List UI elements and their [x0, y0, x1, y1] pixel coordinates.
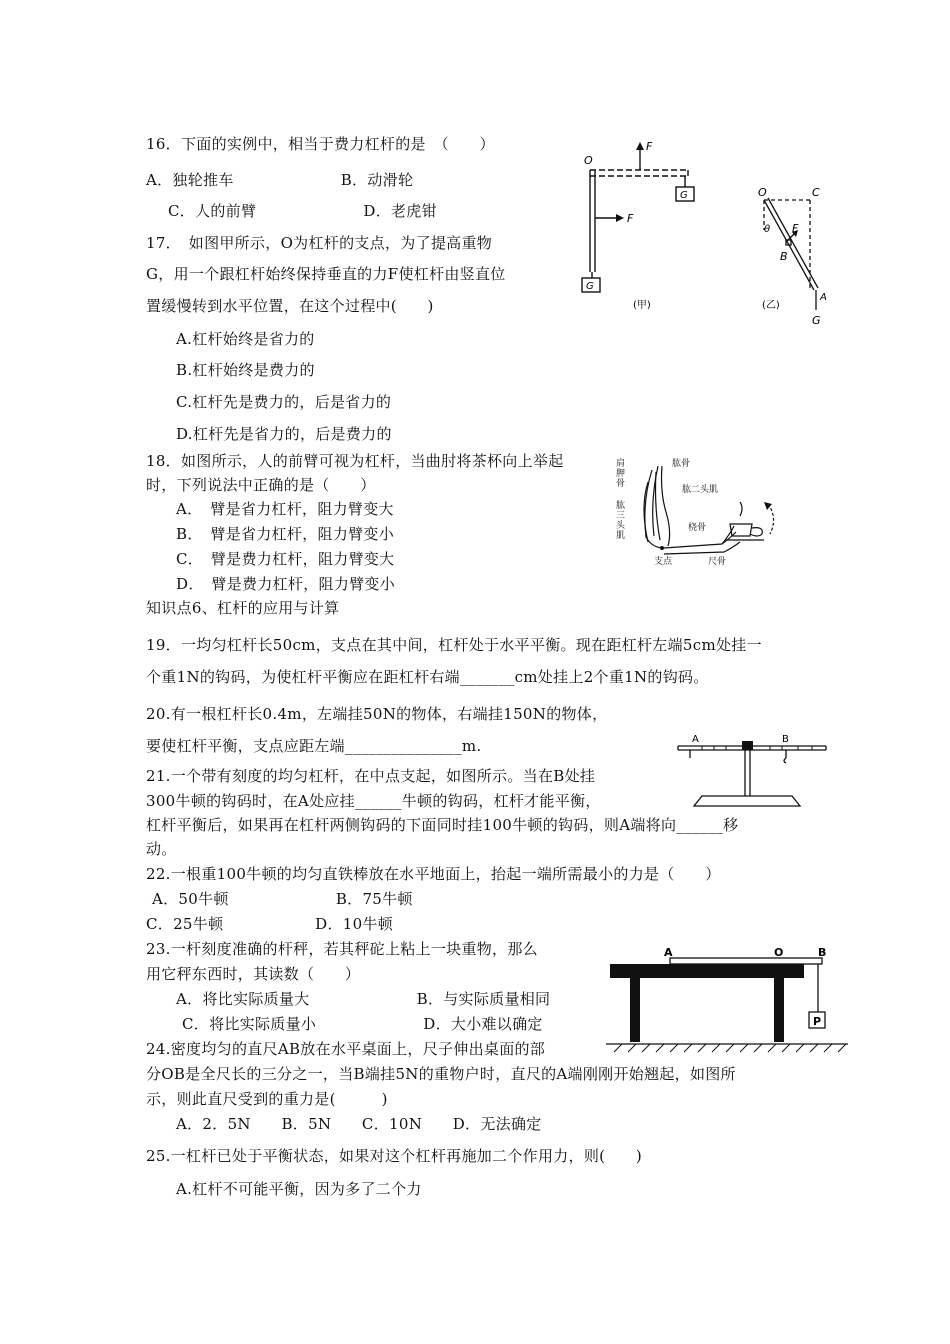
fig17-jia-label-f-top: F — [646, 140, 653, 153]
q24-stem-line2: 分OB是全尺长的三分之一，当B端挂5N的重物户时，直尺的A端刚刚开始翘起，如图所 — [146, 1065, 736, 1083]
fig18-label-ulna: 尺骨 — [708, 557, 727, 567]
fig17-yi-label-b: B — [780, 250, 788, 263]
q17-stem-line2: G，用一个跟杠杆始终保持垂直的力F使杠杆由竖直位 — [146, 265, 506, 283]
fig21-label-b: B — [782, 734, 789, 745]
q18-option-d: D． 臂是费力杠杆，阻力臂变小 — [176, 575, 396, 593]
fig18-label-scapula-3: 骨 — [616, 479, 626, 489]
q21-stem-line4: 动。 — [146, 840, 177, 858]
q23-options-ab: A．将比实际质量大 B．与实际质量相同 — [176, 990, 551, 1008]
fig18-label-radius: 桡骨 — [688, 523, 707, 533]
q24-options: A．2．5N B．5N C．10N D．无法确定 — [176, 1115, 542, 1133]
fig17-yi-label-c: C — [812, 186, 820, 199]
fig18-label-triceps-3: 头 — [616, 521, 626, 531]
figure-17-yi — [750, 180, 840, 330]
fig17-yi-label-theta: θ — [764, 224, 771, 235]
q18-stem-line1: 18．如图所示，人的前臂可视为杠杆，当曲肘将茶杯向上举起 — [146, 452, 564, 470]
fig17-jia-label-g-bottom: G — [586, 281, 594, 292]
q22-stem: 22.一根重100牛顿的均匀直铁棒放在水平地面上，抬起一端所需最小的力是（ ） — [146, 865, 721, 883]
fig18-label-triceps-2: 三 — [616, 511, 626, 521]
q19-stem-line2: 个重1N的钩码，为使杠杆平衡应在距杠杆右端_______cm处挂上2个重1N的钩码。 — [146, 668, 709, 686]
q23-stem-line2: 用它秤东西时，其读数（ ） — [146, 965, 361, 983]
fig17-jia-label-f-side: F — [627, 212, 634, 225]
q23-stem-line1: 23.一杆刻度准确的杆秤，若其秤砣上粘上一块重物，那么 — [146, 940, 538, 958]
q20-stem-line2: 要使杠杆平衡，支点应距左端_______________m. — [146, 737, 482, 755]
fig18-label-humerus: 肱骨 — [672, 459, 691, 469]
fig24-label-b: B — [818, 946, 827, 959]
q17-stem-line3: 置缓慢转到水平位置，在这个过程中( ) — [146, 297, 434, 315]
q21-stem-line2: 300牛顿的钩码时，在A处应挂______牛顿的钩码，杠杆才能平衡， — [146, 792, 601, 810]
q22-options-cd: C．25牛顿 D．10牛顿 — [146, 915, 394, 933]
q16-stem: 16．下面的实例中，相当于费力杠杆的是 （ ） — [146, 135, 495, 153]
q17-stem-line1: 17． 如图甲所示，O为杠杆的支点，为了提高重物 — [146, 234, 493, 252]
q20-stem-line1: 20.有一根杠杆长0.4m，左端挂50N的物体，右端挂150N的物体， — [146, 705, 608, 723]
fig18-label-triceps-4: 肌 — [616, 531, 626, 541]
q25-stem: 25.一杠杆已处于平衡状态，如果对这个杠杆再施加二个作用力，则( ) — [146, 1147, 643, 1165]
q23-options-cd: C．将比实际质量小 D．大小难以确定 — [182, 1015, 543, 1033]
q24-stem-line1: 24.密度均匀的直尺AB放在水平桌面上，尺子伸出桌面的部 — [146, 1040, 546, 1058]
figure-24-ruler-table — [604, 944, 850, 1056]
q18-option-b: B． 臂是省力杠杆，阻力臂变小 — [176, 525, 395, 543]
fig17-yi-label-g: G — [812, 314, 821, 327]
fig21-label-a: A — [692, 734, 699, 745]
q21-stem-line3: 杠杆平衡后，如果再在杠杆两侧钩码的下面同时挂100牛顿的钩码，则A端将向______移 — [146, 816, 739, 834]
q19-stem-line1: 19．一均匀杠杆长50cm，支点在其中间，杠杆处于水平平衡。现在距杠杆左端5cm处挂一 — [146, 636, 762, 654]
fig24-label-o: O — [774, 946, 784, 959]
q18-option-c: C． 臂是费力杠杆，阻力臂变大 — [176, 550, 395, 568]
q17-option-c: C.杠杆先是费力的，后是省力的 — [176, 393, 392, 411]
q17-option-d: D.杠杆先是省力的，后是费力的 — [176, 425, 392, 443]
q22-options-ab: A．50牛顿 B．75牛顿 — [152, 890, 413, 908]
q21-stem-line1: 21.一个带有刻度的均匀杠杆，在中点支起，如图所示。当在B处挂 — [146, 767, 596, 785]
fig17-jia-label-o: O — [584, 154, 593, 167]
fig24-label-a: A — [664, 946, 673, 959]
figure-18-arm — [612, 452, 782, 572]
fig17-yi-label-a: A — [820, 292, 827, 303]
fig24-label-p: P — [813, 1015, 822, 1028]
q17-option-a: A.杠杆始终是省力的 — [176, 330, 315, 348]
fig17-yi-caption: (乙) — [762, 300, 780, 311]
q16-options-ab: A．独轮推车 B．动滑轮 — [146, 171, 414, 189]
fig17-yi-label-o: O — [758, 186, 767, 199]
q24-stem-line3: 示，则此直尺受到的重力是( ) — [146, 1090, 388, 1108]
fig17-jia-caption: (甲) — [633, 300, 651, 311]
q17-option-b: B.杠杆始终是费力的 — [176, 361, 315, 379]
fig18-label-scapula-1: 肩 — [616, 459, 626, 469]
fig18-label-scapula-2: 胛 — [616, 469, 626, 479]
figure-21-lever — [672, 728, 832, 813]
fig18-label-triceps-1: 肱 — [616, 501, 626, 511]
q18-stem-line2: 时，下列说法中正确的是（ ） — [146, 476, 376, 494]
fig18-label-fulcrum: 支点 — [654, 557, 673, 567]
fig18-label-biceps: 肱二头肌 — [682, 485, 719, 495]
q25-option-a: A.杠杆不可能平衡，因为多了二个力 — [176, 1180, 422, 1198]
q16-options-cd: C．人的前臂 D．老虎钳 — [168, 202, 437, 220]
q18-option-a: A． 臂是省力杠杆，阻力臂变大 — [176, 500, 394, 518]
figure-17-jia — [570, 132, 710, 317]
fig17-jia-label-g-right: G — [680, 190, 688, 201]
section-heading: 知识点6、杠杆的应用与计算 — [146, 599, 340, 617]
fig17-yi-label-f: F — [792, 222, 799, 235]
